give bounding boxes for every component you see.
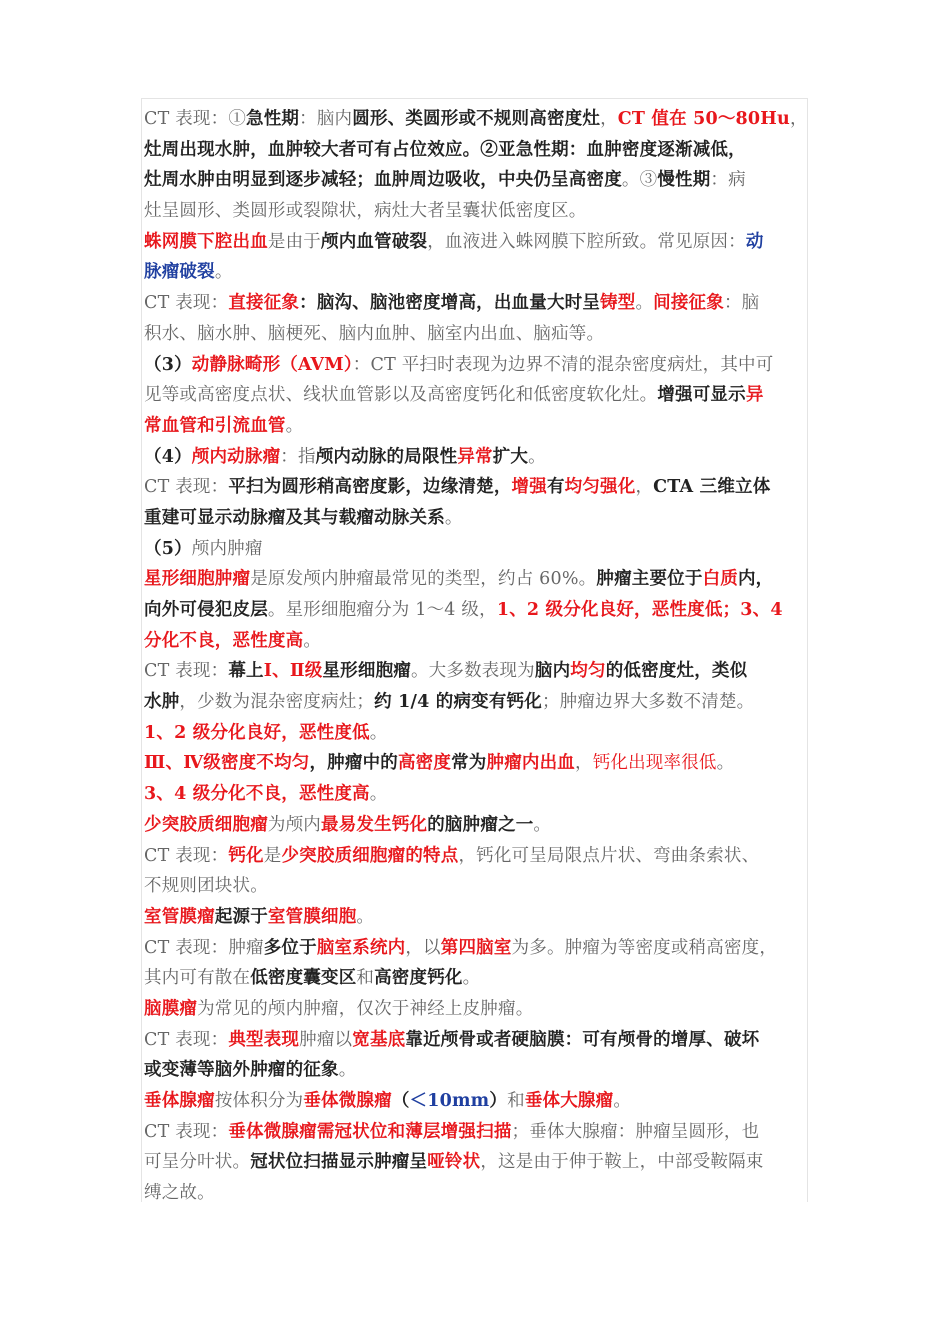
text-run: 不规则团块状。 (144, 876, 268, 897)
text-line (144, 442, 810, 473)
text-run: ；肿瘤边界大多数不清楚。 (541, 692, 755, 713)
text-run: ，钙化可呈局限点片状、弯曲条索状、 (458, 845, 760, 866)
text-line (144, 779, 810, 810)
text-run: ， (575, 753, 593, 774)
text-run: 垂体微腺瘤 (303, 1091, 392, 1111)
text-run: CT 表现： (144, 293, 229, 314)
text-line (144, 841, 810, 872)
text-run: 灶呈圆形、类圆形或裂隙状，病灶大者呈囊状低密度区。 (144, 201, 587, 222)
text-run: 平扫为圆形稍高密度影，边缘清楚， (228, 477, 512, 498)
text-run: 肿瘤内出血 (486, 753, 575, 774)
text-run: CT 表现： (144, 1121, 229, 1142)
text-run: 颅内肿瘤 (191, 538, 263, 559)
text-run: 常为 (451, 753, 487, 774)
text-run: CT 表现： (144, 845, 229, 866)
text-run: （ (391, 1091, 410, 1111)
text-run: 均匀强化 (564, 477, 636, 498)
text-line (144, 227, 810, 258)
text-run: 。 (635, 293, 654, 314)
text-run: ；垂体大腺瘤：肿瘤呈圆形，也 (511, 1121, 760, 1142)
text-run: 1、2 级分化良好，恶性度低 (144, 722, 370, 743)
text-line (144, 350, 810, 381)
text-run: 。 (303, 630, 322, 651)
text-line (144, 564, 810, 595)
text-run: 肿瘤主要位于 (596, 569, 703, 590)
text-line (144, 135, 810, 166)
text-line (144, 104, 810, 135)
text-run: 。 (214, 262, 233, 283)
text-run: 常血管和引流血管 (144, 415, 286, 436)
text-run: ：病 (710, 170, 746, 191)
text-line (144, 595, 810, 626)
text-run: 第四脑室 (440, 937, 512, 958)
text-run: 。 (613, 1091, 632, 1111)
text-run: ，血液进入蛛网膜下腔所致。常见原因： (427, 231, 746, 252)
text-run: ，这是由于伸于鞍上，中部受鞍隔束 (480, 1152, 764, 1173)
text-run: 星形细胞瘤 (322, 661, 411, 682)
text-run: 为常见的颅内肿瘤，仅次于神经上皮肿瘤。 (197, 998, 534, 1019)
text-run: 颅内动脉的局限性 (315, 446, 458, 467)
text-line (144, 380, 810, 411)
text-run: 见等或高密度点状、线状血管影以及高密度钙化和低密度软化灶。 (144, 385, 658, 406)
text-run: 异 (745, 385, 764, 406)
text-run: 圆形、类圆形或不规则高密度灶 (352, 109, 601, 129)
text-run: 分化不良，恶性度高 (144, 630, 304, 651)
text-line (144, 718, 810, 749)
text-run: 内， (737, 569, 774, 590)
text-line (144, 503, 810, 534)
text-run: 幕上 (228, 661, 264, 682)
text-run: 。 (369, 722, 388, 743)
text-run: 为颅内 (267, 814, 322, 835)
text-run: 颅内动脉瘤 (191, 446, 281, 467)
text-run: 白质 (702, 569, 738, 590)
text-run: 灶周水肿由明显到逐步减轻；血肿周边吸收，中央仍呈高密度 (144, 170, 622, 191)
text-run: ， (635, 477, 654, 498)
text-run: ，以 (405, 937, 441, 958)
text-run: CT 表现： (144, 661, 229, 682)
text-run: ：CT 平扫时表现为边界不清的混杂密度病灶，其中可 (352, 354, 774, 375)
text-line (144, 1147, 810, 1178)
text-line (144, 1178, 810, 1209)
text-run: 向外可侵犯皮层 (144, 600, 268, 620)
text-run: 蛛网膜下腔出血 (144, 231, 268, 252)
text-run: 室管膜瘤 (144, 906, 215, 927)
text-line (144, 411, 810, 442)
text-run: 哑铃状 (427, 1152, 481, 1173)
text-run: 的脑肿瘤之一 (427, 814, 534, 835)
text-run: 起源于 (214, 906, 268, 927)
text-run: 间接征象 (653, 293, 724, 314)
text-run: 室管膜细胞 (267, 906, 357, 927)
text-run: 多位于 (263, 937, 317, 958)
text-run: 直接征象 (228, 293, 300, 314)
text-run: 颅内血管破裂 (321, 231, 428, 252)
text-line (144, 1117, 810, 1148)
text-run: 灶周出现水肿，血肿较大者可有占位效应。②亚急性期：血肿密度逐渐减低， (144, 139, 746, 160)
text-run: （3） (144, 354, 192, 375)
text-run: 少突胶质细胞瘤 (144, 814, 268, 835)
text-run: CT 表现：肿瘤 (144, 937, 264, 958)
text-run: 低密度囊变区 (250, 968, 357, 989)
text-line (144, 1025, 810, 1056)
text-run: CT 表现： (144, 1029, 229, 1050)
text-line (144, 902, 810, 933)
text-run: 脑室系统内 (316, 937, 406, 958)
text-line (144, 810, 810, 841)
text-line (144, 165, 810, 196)
text-run: 。 (462, 968, 481, 989)
text-run: ＜10mm (409, 1091, 490, 1111)
text-run: 垂体大腺瘤 (524, 1091, 614, 1111)
text-run: 。 (369, 784, 388, 805)
text-run: 。③ (621, 170, 658, 191)
text-run: ， (600, 109, 618, 129)
text-run: 。 (356, 906, 375, 927)
text-run: 靠近颅骨或者硬脑膜：可有颅骨的增厚、破坏 (405, 1029, 760, 1050)
text-run: 或变薄等脑外肿瘤的征象 (144, 1060, 339, 1081)
text-run: 脉瘤破裂 (144, 262, 215, 283)
text-run: 1、2 级分化良好，恶性度低；3、4 (496, 600, 783, 620)
text-run: ：指 (280, 446, 316, 467)
text-run: Ⅲ、Ⅳ级密度不均匀 (144, 753, 310, 774)
text-run: 肿瘤以 (299, 1029, 353, 1050)
text-run: （4） (144, 446, 192, 467)
text-run: 宽基底 (352, 1029, 406, 1050)
text-line (144, 1055, 810, 1086)
text-run: ：脑 (723, 293, 760, 314)
text-run: 动静脉畸形（AVM） (191, 354, 353, 375)
text-run: 。 (338, 1060, 357, 1081)
text-run: 异常 (457, 446, 493, 467)
text-line (144, 687, 810, 718)
text-run: 增强 (511, 477, 547, 498)
text-line (144, 534, 810, 565)
text-run: 是原发颅内肿瘤最常见的类型，约占 60%。 (250, 569, 597, 590)
text-run: ：脑沟、脑池密度增高，出血量大时呈 (299, 293, 601, 314)
text-line (144, 472, 810, 503)
text-run: 为多。肿瘤为等密度或稍高密度， (511, 937, 778, 958)
text-run: 。 (716, 753, 735, 774)
text-line (144, 626, 810, 657)
text-run: 脑膜瘤 (144, 998, 198, 1019)
text-line (144, 1086, 810, 1117)
text-run: CT 值在 50～80Hu (617, 109, 790, 129)
text-run: 和 (507, 1091, 525, 1111)
text-run: CT 表现： (144, 477, 229, 498)
text-run: 缚之故。 (144, 1183, 215, 1204)
text-run: 约 1/4 的病变有钙化 (374, 692, 542, 713)
text-run: 和 (356, 968, 375, 989)
text-run: 。 (533, 814, 552, 835)
text-run: Ⅰ、Ⅱ级 (263, 661, 323, 682)
text-run: 星形细胞肿瘤 (144, 569, 251, 590)
text-run: 铸型 (600, 293, 636, 314)
text-run: 脑内 (534, 661, 571, 682)
text-line (144, 319, 810, 350)
text-run: 钙化出现率很低 (592, 753, 717, 774)
text-line (144, 963, 810, 994)
text-run: 增强可显示 (657, 385, 746, 406)
text-run: CTA 三维立体 (653, 477, 771, 498)
text-run: 3、4 级分化不良，恶性度高 (144, 784, 370, 805)
text-run: 典型表现 (228, 1029, 300, 1050)
text-run: 重建可显示动脉瘤及其与载瘤动脉关系 (144, 507, 445, 528)
text-run: 有 (546, 477, 565, 498)
text-run: 积水、脑水肿、脑梗死、脑内血肿、脑室内出血、脑疝等。 (144, 323, 605, 344)
text-run: ，肿瘤中的 (309, 753, 398, 774)
text-run: 。大多数表现为 (410, 661, 535, 682)
text-run: 是由于 (267, 231, 322, 252)
text-run: 冠状位扫描显示肿瘤呈 (250, 1152, 428, 1173)
text-run: （5） (144, 538, 192, 559)
text-run: 按体积分为 (214, 1091, 304, 1111)
text-run: 其内可有散在 (144, 968, 251, 989)
text-run: 水肿 (144, 692, 180, 713)
text-run: 可呈分叶状。 (144, 1152, 251, 1173)
text-run: ） (489, 1091, 508, 1111)
text-run: ，少数为混杂密度病灶； (179, 692, 375, 713)
text-run: 均匀 (570, 661, 606, 682)
text-run: 慢性期 (657, 170, 711, 191)
text-run: 。 (285, 415, 304, 436)
text-line (144, 257, 810, 288)
text-line (144, 656, 810, 687)
text-line (144, 933, 810, 964)
text-line (144, 196, 810, 227)
text-run: 钙化 (228, 845, 264, 866)
text-run: ：脑内 (299, 109, 353, 129)
text-run: 最易发生钙化 (321, 814, 428, 835)
text-run: 扩大 (492, 446, 529, 467)
text-line (144, 288, 810, 319)
text-run: 急性期 (246, 109, 300, 129)
text-run: 。 (528, 446, 546, 467)
text-run: 动 (745, 231, 764, 252)
text-run: ， (789, 109, 808, 129)
text-run: 。星形细胞瘤分为 1～4 级， (267, 600, 497, 620)
text-run: 高密度 (397, 753, 452, 774)
text-run: 少突胶质细胞瘤的特点 (281, 845, 459, 866)
text-run: 垂体腺瘤 (144, 1091, 215, 1111)
text-run: 是 (263, 845, 282, 866)
text-line (144, 871, 810, 902)
text-line (144, 748, 810, 779)
document-body (144, 104, 810, 1209)
text-line (144, 994, 810, 1025)
text-run: 垂体微腺瘤需冠状位和薄层增强扫描 (228, 1121, 512, 1142)
text-run: 。 (444, 507, 463, 528)
text-run: CT 表现：① (144, 109, 247, 129)
text-run: 高密度钙化 (374, 968, 463, 989)
text-run: 的低密度灶，类似 (605, 661, 748, 682)
